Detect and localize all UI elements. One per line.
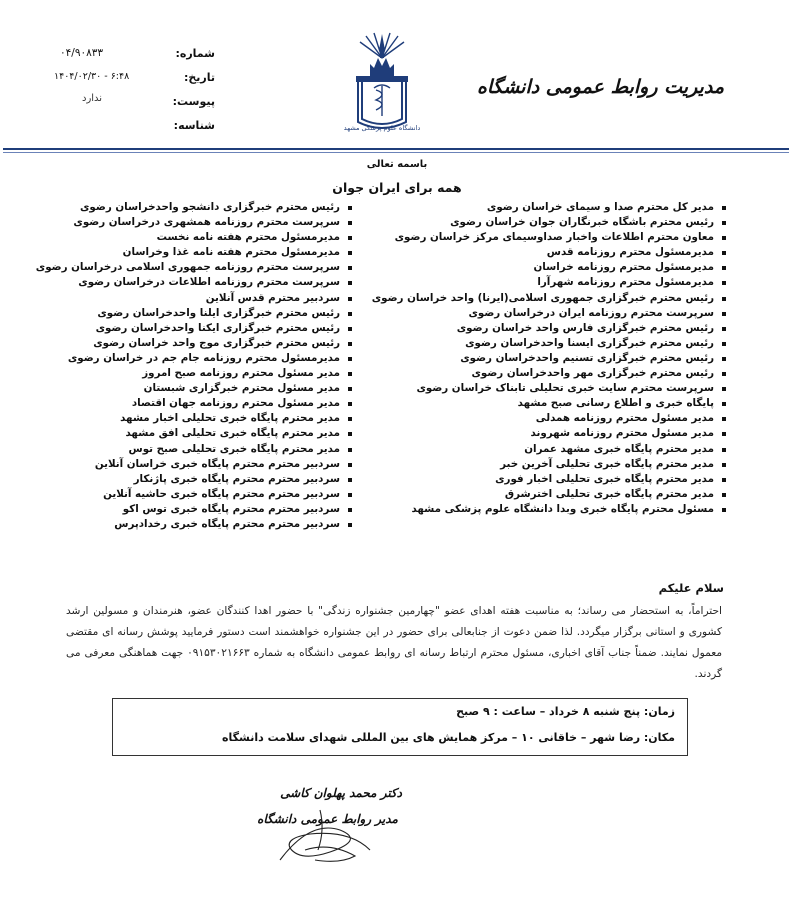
org-title: مدیریت روابط عمومی دانشگاه <box>476 76 724 98</box>
list-item: مدیرمسئول محترم روزنامه خراسان <box>388 260 728 275</box>
list-item: رئیس محترم خبرگزاری ایکنا واحدخراسان رضوی <box>44 321 354 336</box>
number-value: ۰۴/۹۰۸۳۳ <box>60 47 104 59</box>
header-rule <box>3 148 789 150</box>
list-item: سرپرست محترم روزنامه همشهری درخراسان رضوی <box>44 215 354 230</box>
list-item: مدیر مسئول محترم روزنامه همدلی <box>388 411 728 426</box>
list-item: سرپرست محترم روزنامه جمهوری اسلامی درخراسان رضوی <box>44 260 354 275</box>
body-paragraph: احتراماً، به استحضار می رساند؛ به مناسبت هفته اهدای عضو "چهارمین جشنواره زندگی" با حضور اهدا کنندگان عضو، هنرمندان و مسولین ارشد کشوری و استانی برگزار میگردد. لذا ضمن دعوت از جنابعالی برای حضور در این جشنواره خواهشمند است دستور فرمایید پوشش رسانه ای مقتضی معمول نمایند. ضمناً جناب آقای اخباری، مسئول محترم ارتباط رسانه ای روابط عمومی دانشگاه به شماره ۰۹۱۵۳۰۲۱۶۶۳ جهت هماهنگی معرفی می گردند. <box>66 605 722 680</box>
list-item: رئیس محترم خبرگزاری فارس واحد خراسان رضوی <box>388 321 728 336</box>
recipients-left <box>35 200 354 532</box>
logo-text: دانشگاه علوم پزشکی مشهد <box>343 124 421 132</box>
list-item: مدیر محترم پایگاه خبری تحلیلی افق مشهد <box>44 426 354 441</box>
list-item: سردبیر محترم محترم پایگاه خبری توس اکو <box>44 502 354 517</box>
signatory-title: مدیر روابط عمومی دانشگاه <box>257 812 398 826</box>
list-item: معاون محترم اطلاعات واخبار صداوسیمای مرکز خراسان رضوی <box>388 230 728 245</box>
list-item: مدیرمسئول محترم روزنامه شهرآرا <box>388 275 728 290</box>
recipients-right <box>371 200 728 517</box>
list-item: سردبیر محترم محترم پایگاه خبری پاژنکار <box>44 472 354 487</box>
list-item: مسئول محترم پایگاه خبری وبدا دانشگاه علوم پزشکی مشهد <box>388 502 728 517</box>
list-item: رئیس محترم باشگاه خبرنگاران جوان خراسان رضوی <box>388 215 728 230</box>
list-item: سردبیر محترم محترم پایگاه خبری رخدادپرس <box>44 517 354 532</box>
list-item: رئیس محترم خبرگزاری مهر واحدخراسان رضوی <box>388 366 728 381</box>
list-item: مدیر محترم پایگاه خبری تحلیلی اخبار فوری <box>388 472 728 487</box>
list-item: مدیرمسئول محترم هفته نامه غذا وخراسان <box>44 245 354 260</box>
list-item: سردبیر محترم قدس آنلاین <box>44 291 354 306</box>
list-item: مدیر مسئول محترم خبرگزاری شبستان <box>44 381 354 396</box>
greeting: سلام علیکم <box>658 581 724 595</box>
list-item: مدیر محترم پایگاه خبری تحلیلی صبح توس <box>44 442 354 457</box>
list-item: مدیر مسئول محترم روزنامه صبح امروز <box>44 366 354 381</box>
list-item: رئیس محترم خبرگزاری دانشجو واحدخراسان رضوی <box>44 200 354 215</box>
list-item: مدیرمسئول محترم روزنامه جام جم در خراسان رضوی <box>44 351 354 366</box>
list-item: مدیر مسئول محترم روزنامه شهروند <box>388 426 728 441</box>
event-time: زمان: پنج شنبه ۸ خرداد – ساعت : ۹ صبح <box>456 705 675 718</box>
university-logo <box>343 30 421 134</box>
list-item: مدیر محترم پایگاه خبری مشهد عمران <box>388 442 728 457</box>
header-rule-thin <box>3 152 789 153</box>
list-item: رئیس محترم خبرگزاری تسنیم واحدخراسان رضوی <box>388 351 728 366</box>
list-item: مدیر محترم پایگاه خبری تحلیلی اخبار مشهد <box>44 411 354 426</box>
date-value: ۱۴۰۴/۰۲/۳۰ - ۶:۴۸ <box>54 71 130 82</box>
list-item: مدیرمسئول محترم هفته نامه نخست <box>44 230 354 245</box>
list-item: مدیر محترم پایگاه خبری تحلیلی اخترشرق <box>388 487 728 502</box>
handwritten-signature <box>270 790 390 870</box>
list-item: سرپرست محترم روزنامه اطلاعات درخراسان رضوی <box>44 275 354 290</box>
list-item: سردبیر محترم محترم پایگاه خبری حاشیه آنلاین <box>44 487 354 502</box>
list-item: سرپرست محترم روزنامه ایران درخراسان رضوی <box>388 306 728 321</box>
list-item: پایگاه خبری و اطلاع رسانی صبح مشهد <box>388 396 728 411</box>
list-item: رئیس محترم خبرگزاری جمهوری اسلامی(ایرنا) واحد خراسان رضوی <box>388 291 728 306</box>
attachment-value: ندارد <box>82 93 103 104</box>
signatory-name: دکتر محمد پهلوان کاشی <box>280 786 402 800</box>
list-item: مدیر کل محترم صدا و سیمای خراسان رضوی <box>388 200 728 215</box>
basmala: باسمه تعالی <box>366 159 428 170</box>
list-item: مدیر محترم پایگاه خبری تحلیلی آخرین خبر <box>388 457 728 472</box>
event-box <box>112 698 688 756</box>
event-place: مکان: رضا شهر – خاقانی ۱۰ – مرکز همایش های بین المللی شهدای سلامت دانشگاه <box>222 731 675 744</box>
attachment-label: پیوست: <box>172 95 215 108</box>
heading: همه برای ایران جوان <box>332 180 462 195</box>
list-item: مدیرمسئول محترم روزنامه قدس <box>388 245 728 260</box>
list-item: سرپرست محترم سایت خبری تحلیلی تابناک خراسان رضوی <box>388 381 728 396</box>
number-label: شماره: <box>175 47 215 60</box>
list-item: رئیس محترم خبرگزاری موج واحد خراسان رضوی <box>44 336 354 351</box>
list-item: رئیس محترم خبرگزاری ایلنا واحدخراسان رضوی <box>44 306 354 321</box>
list-item: رئیس محترم خبرگزاری ایسنا واحدخراسان رضوی <box>388 336 728 351</box>
id-label: شناسه: <box>173 119 215 132</box>
list-item: سردبیر محترم محترم پایگاه خبری خراسان آنلاین <box>44 457 354 472</box>
list-item: مدیر مسئول محترم روزنامه جهان اقتصاد <box>44 396 354 411</box>
date-label: تاریخ: <box>183 71 215 84</box>
